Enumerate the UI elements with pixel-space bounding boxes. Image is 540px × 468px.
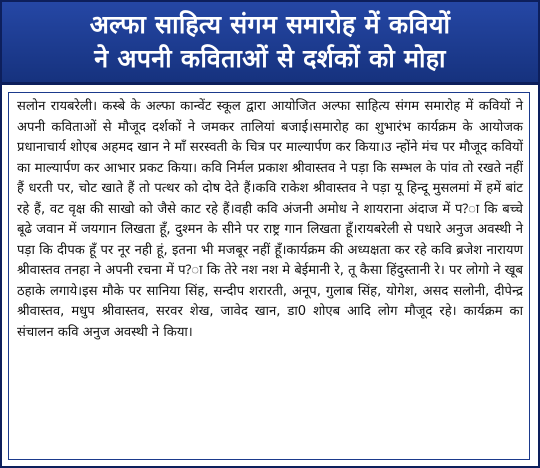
headline-banner	[2, 2, 538, 85]
article-body-text: सलोन रायबरेली। कस्बे के अल्फा कान्वेंट स्कूल द्वारा आयोजित अल्फा साहित्य संगम समारोह में कवियों ने अपनी कविताओं से मौजूद दर्शकों ने जमकर तालियां बजाई।समारोह का शुभारंभ कार्यक्रम के आयोजक प्रधानाचार्य शोएब अहमद खान ने माँ सरस्वती के चित्र पर माल्यार्पण कर किया।उ न्होंने मंच पर मौजूद कवियों का माल्यार्पण कर आभार प्रकट किया। कवि निर्मल प्रकाश श्रीवास्तव ने पड़ा कि सम्भल के पांव तो रखते नहीं हैं धरती पर, चोट खाते हैं तो पत्थर को दोष देते हैं।कवि राकेश श्रीवास्तव ने पड़ा यू हिन्दू मुसलमां में हमें बांट रहे हैं, वट वृक्ष की साखो को जैसे काट रहे हैं।वही कवि अंजनी अमोध ने शायराना अंदाज में प?ा कि बच्चे बूढे जवान में जयगान लिखता हूँ, दुश्मन के सीने पर राष्ट्र गान लिखता हूँ।रायबरेली से पधारे अनुज अवस्थी ने पड़ा कि दीपक हूँ पर नूर नही हूं, इतना भी मजबूर नहीं हूँ।कार्यक्रम की अध्यक्षता कर रहे कवि ब्रजेश नारायण श्रीवास्तव तनहा ने अपनी रचना में प?ा कि तेरे नश नश मे बेईमानी रे, तू कैसा हिंदुस्तानी रे। पर लोगो ने खूब ठहाके लगाये।इस मौके पर सानिया सिंह, सन्दीप शरारती, अनूप, गुलाब सिंह, योगेश, असद सलोनी, दीपेन्द्र श्रीवास्तव, मधुप श्रीवास्तव, सरवर शेख, जावेद खान, डा0 शोएब आदि लोग मौजूद रहे। कार्यक्रम का संचालन कवि अनुज अवस्थी ने किया।	[17, 99, 523, 340]
headline-line-1: अल्फा साहित्य संगम समारोह में कवियों	[89, 10, 451, 39]
article-body-box	[8, 92, 530, 460]
headline-line-2: ने अपनी कविताओं से दर्शकों को मोहा	[94, 44, 446, 73]
